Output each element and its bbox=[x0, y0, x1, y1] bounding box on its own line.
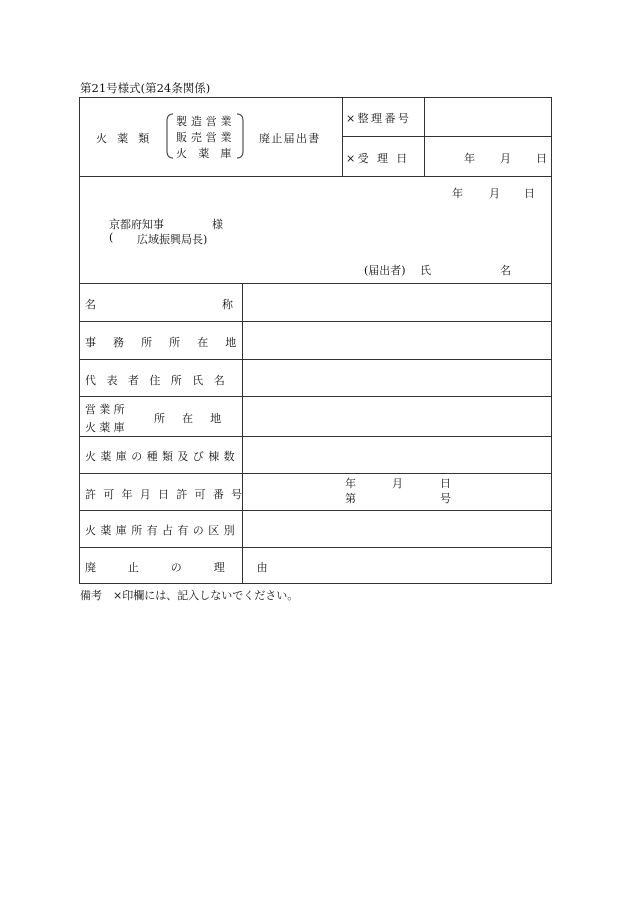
document-title: 廃止届出書 bbox=[259, 132, 321, 145]
seiri-number-label: ×整理番号 bbox=[346, 112, 412, 125]
submission-month: 月 bbox=[489, 187, 500, 200]
permit-number-suffix: 号 bbox=[440, 492, 451, 505]
name-input-cell[interactable] bbox=[243, 284, 551, 321]
notifier-name-label-2: 名 bbox=[500, 264, 511, 277]
row-label-representative: 代表者住所氏名 bbox=[85, 374, 236, 387]
header-row-divider bbox=[342, 136, 552, 137]
row-label-office: 営業所 bbox=[85, 403, 128, 416]
bracket-item-manufacturing: 製造営業 bbox=[176, 115, 236, 128]
bracket-item-storage: 火 薬 庫 bbox=[176, 147, 236, 160]
row-label-storage-type: 火薬庫の種類及び棟数 bbox=[85, 450, 239, 463]
juri-date-year: 年 bbox=[464, 152, 475, 165]
office-location-input-cell[interactable] bbox=[243, 322, 551, 359]
reason-input-cell[interactable] bbox=[243, 548, 551, 583]
row-label-name bbox=[85, 296, 359, 312]
row-label-storage: 火薬庫 bbox=[85, 421, 128, 434]
permit-year: 年 bbox=[345, 477, 356, 490]
permit-month: 月 bbox=[392, 477, 403, 490]
storage-type-input-cell[interactable] bbox=[243, 437, 551, 473]
category-label: 火 薬 類 bbox=[96, 132, 153, 145]
juri-date-month: 月 bbox=[500, 152, 511, 165]
footnote: 備考 ×印欄には、記入しないでください。 bbox=[80, 589, 299, 602]
row-label-name-text: 名称 bbox=[85, 298, 359, 311]
ownership-input-cell[interactable] bbox=[243, 511, 551, 547]
submission-day: 日 bbox=[524, 187, 535, 200]
juri-date-day: 日 bbox=[536, 152, 547, 165]
header-divider-2 bbox=[424, 97, 425, 177]
addressee: 京都府知事 bbox=[109, 218, 164, 231]
location-input-cell[interactable] bbox=[243, 397, 551, 436]
submission-year: 年 bbox=[452, 187, 463, 200]
row-label-permit: 許可年月日許可番号 bbox=[85, 488, 250, 501]
addressee-honorific: 様 bbox=[212, 218, 223, 231]
row-label-office-location: 事務所所在地 bbox=[85, 336, 254, 349]
addressee-alt-open: ( bbox=[109, 231, 114, 244]
row-divider bbox=[79, 473, 552, 474]
addressee-alt: 広域振興局長) bbox=[137, 233, 208, 246]
notifier-label: (届出者) bbox=[364, 264, 406, 277]
permit-number-prefix: 第 bbox=[345, 492, 356, 505]
row-label-reason: 廃止の理由 bbox=[85, 561, 300, 574]
header-divider bbox=[342, 97, 343, 177]
row-label-location: 所在地 bbox=[154, 412, 239, 425]
juri-date-label: ×受 理 日 bbox=[346, 152, 410, 165]
row-label-ownership: 火薬庫所有占有の区別 bbox=[85, 524, 239, 537]
form-number: 第21号様式(第24条関係) bbox=[80, 81, 211, 95]
bracket-item-sales: 販売営業 bbox=[176, 131, 236, 144]
permit-day: 日 bbox=[440, 477, 451, 490]
notifier-name-label-1: 氏 bbox=[420, 264, 431, 277]
representative-input-cell[interactable] bbox=[243, 360, 551, 396]
